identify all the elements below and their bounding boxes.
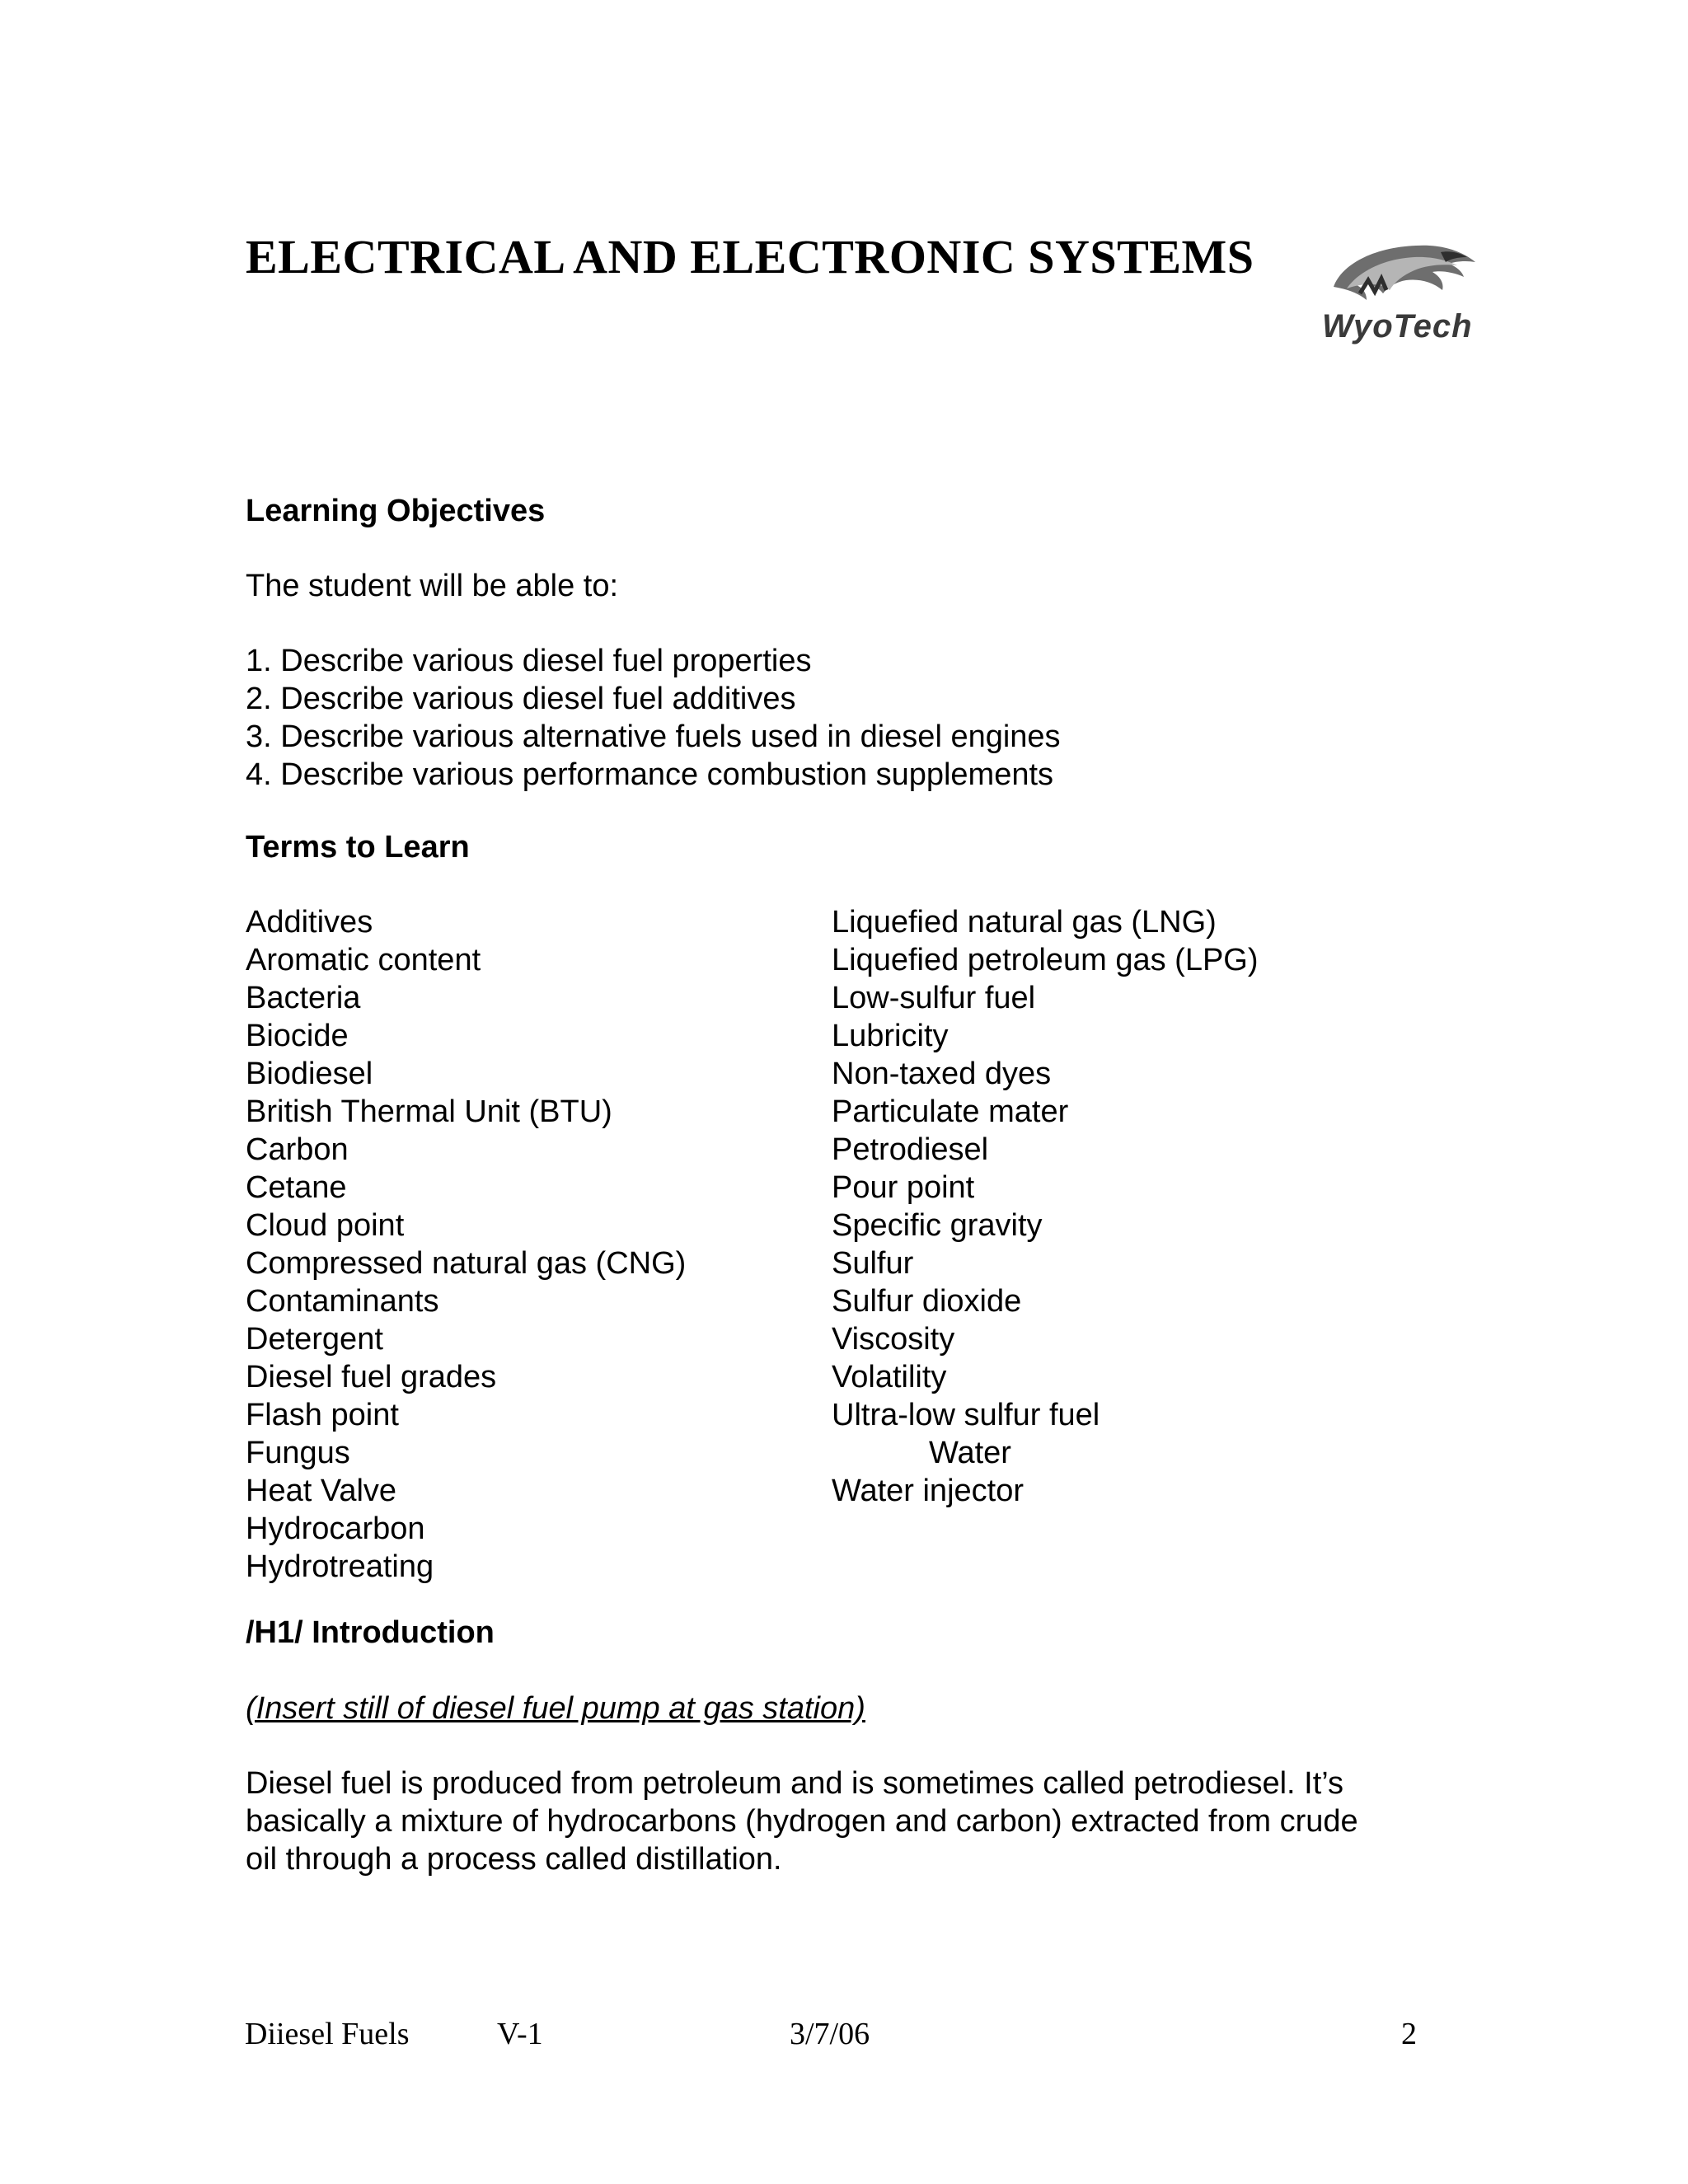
term-item: Carbon xyxy=(246,1132,349,1167)
footer-version: V-1 xyxy=(497,2017,543,2051)
term-item: Low-sulfur fuel xyxy=(832,981,1036,1015)
term-item: Contaminants xyxy=(246,1284,439,1319)
term-item: Additives xyxy=(246,905,373,940)
term-item: Hydrotreating xyxy=(246,1549,434,1584)
wyotech-logo xyxy=(1317,239,1490,354)
list-item: 1. Describe various diesel fuel properties xyxy=(246,644,812,678)
learning-objectives-heading: Learning Objectives xyxy=(246,494,546,528)
eagle-head-icon xyxy=(1317,239,1482,313)
term-item: British Thermal Unit (BTU) xyxy=(246,1094,612,1129)
term-item: Water xyxy=(929,1436,1011,1470)
term-item: Biodiesel xyxy=(246,1057,373,1091)
term-item: Cloud point xyxy=(246,1208,405,1243)
list-item: 2. Describe various diesel fuel additives xyxy=(246,682,796,716)
paragraph-line: Diesel fuel is produced from petroleum and is sometimes called petrodiesel. It’s xyxy=(246,1766,1344,1801)
list-item: 3. Describe various alternative fuels used in diesel engines xyxy=(246,719,1061,754)
image-placeholder-note: (Insert still of diesel fuel pump at gas station) xyxy=(246,1691,865,1726)
term-item: Sulfur dioxide xyxy=(832,1284,1022,1319)
term-item: Particulate mater xyxy=(832,1094,1069,1129)
term-item: Flash point xyxy=(246,1398,399,1432)
term-item: Aromatic content xyxy=(246,943,481,977)
term-item: Sulfur xyxy=(832,1246,914,1281)
term-item: Bacteria xyxy=(246,981,361,1015)
introduction-paragraph xyxy=(246,1765,1432,1878)
terms-heading: Terms to Learn xyxy=(246,830,470,865)
objectives-intro: The student will be able to: xyxy=(246,569,619,603)
term-item: Water injector xyxy=(832,1474,1024,1508)
page-title: ELECTRICAL AND ELECTRONIC SYSTEMS xyxy=(246,230,1254,284)
term-item: Ultra-low sulfur fuel xyxy=(832,1398,1100,1432)
term-item: Viscosity xyxy=(832,1322,955,1357)
term-item: Liquefied petroleum gas (LPG) xyxy=(832,943,1259,977)
term-item: Petrodiesel xyxy=(832,1132,989,1167)
introduction-heading: /H1/ Introduction xyxy=(246,1615,495,1650)
list-item: 4. Describe various performance combustion supplements xyxy=(246,757,1054,792)
term-item: Hydrocarbon xyxy=(246,1511,425,1546)
footer-doc-name: Diiesel Fuels xyxy=(245,2017,410,2051)
term-item: Compressed natural gas (CNG) xyxy=(246,1246,687,1281)
term-item: Biocide xyxy=(246,1019,349,1053)
term-item: Lubricity xyxy=(832,1019,949,1053)
term-item: Specific gravity xyxy=(832,1208,1043,1243)
footer-page-number: 2 xyxy=(1401,2017,1417,2051)
term-item: Cetane xyxy=(246,1170,347,1205)
terms-left-column xyxy=(246,903,686,1586)
term-item: Volatility xyxy=(832,1360,947,1394)
paragraph-line: basically a mixture of hydrocarbons (hydrogen and carbon) extracted from crude xyxy=(246,1804,1358,1839)
term-item: Diesel fuel grades xyxy=(246,1360,497,1394)
terms-right-column xyxy=(832,903,1259,1510)
term-item: Fungus xyxy=(246,1436,350,1470)
logo-wordmark: WyoTech xyxy=(1322,308,1473,344)
paragraph-line: oil through a process called distillation. xyxy=(246,1842,782,1877)
term-item: Non-taxed dyes xyxy=(832,1057,1052,1091)
term-item: Heat Valve xyxy=(246,1474,397,1508)
objectives-list xyxy=(246,642,1061,794)
footer-date: 3/7/06 xyxy=(790,2017,870,2051)
term-item: Pour point xyxy=(832,1170,975,1205)
term-item: Liquefied natural gas (LNG) xyxy=(832,905,1217,940)
term-item: Detergent xyxy=(246,1322,383,1357)
